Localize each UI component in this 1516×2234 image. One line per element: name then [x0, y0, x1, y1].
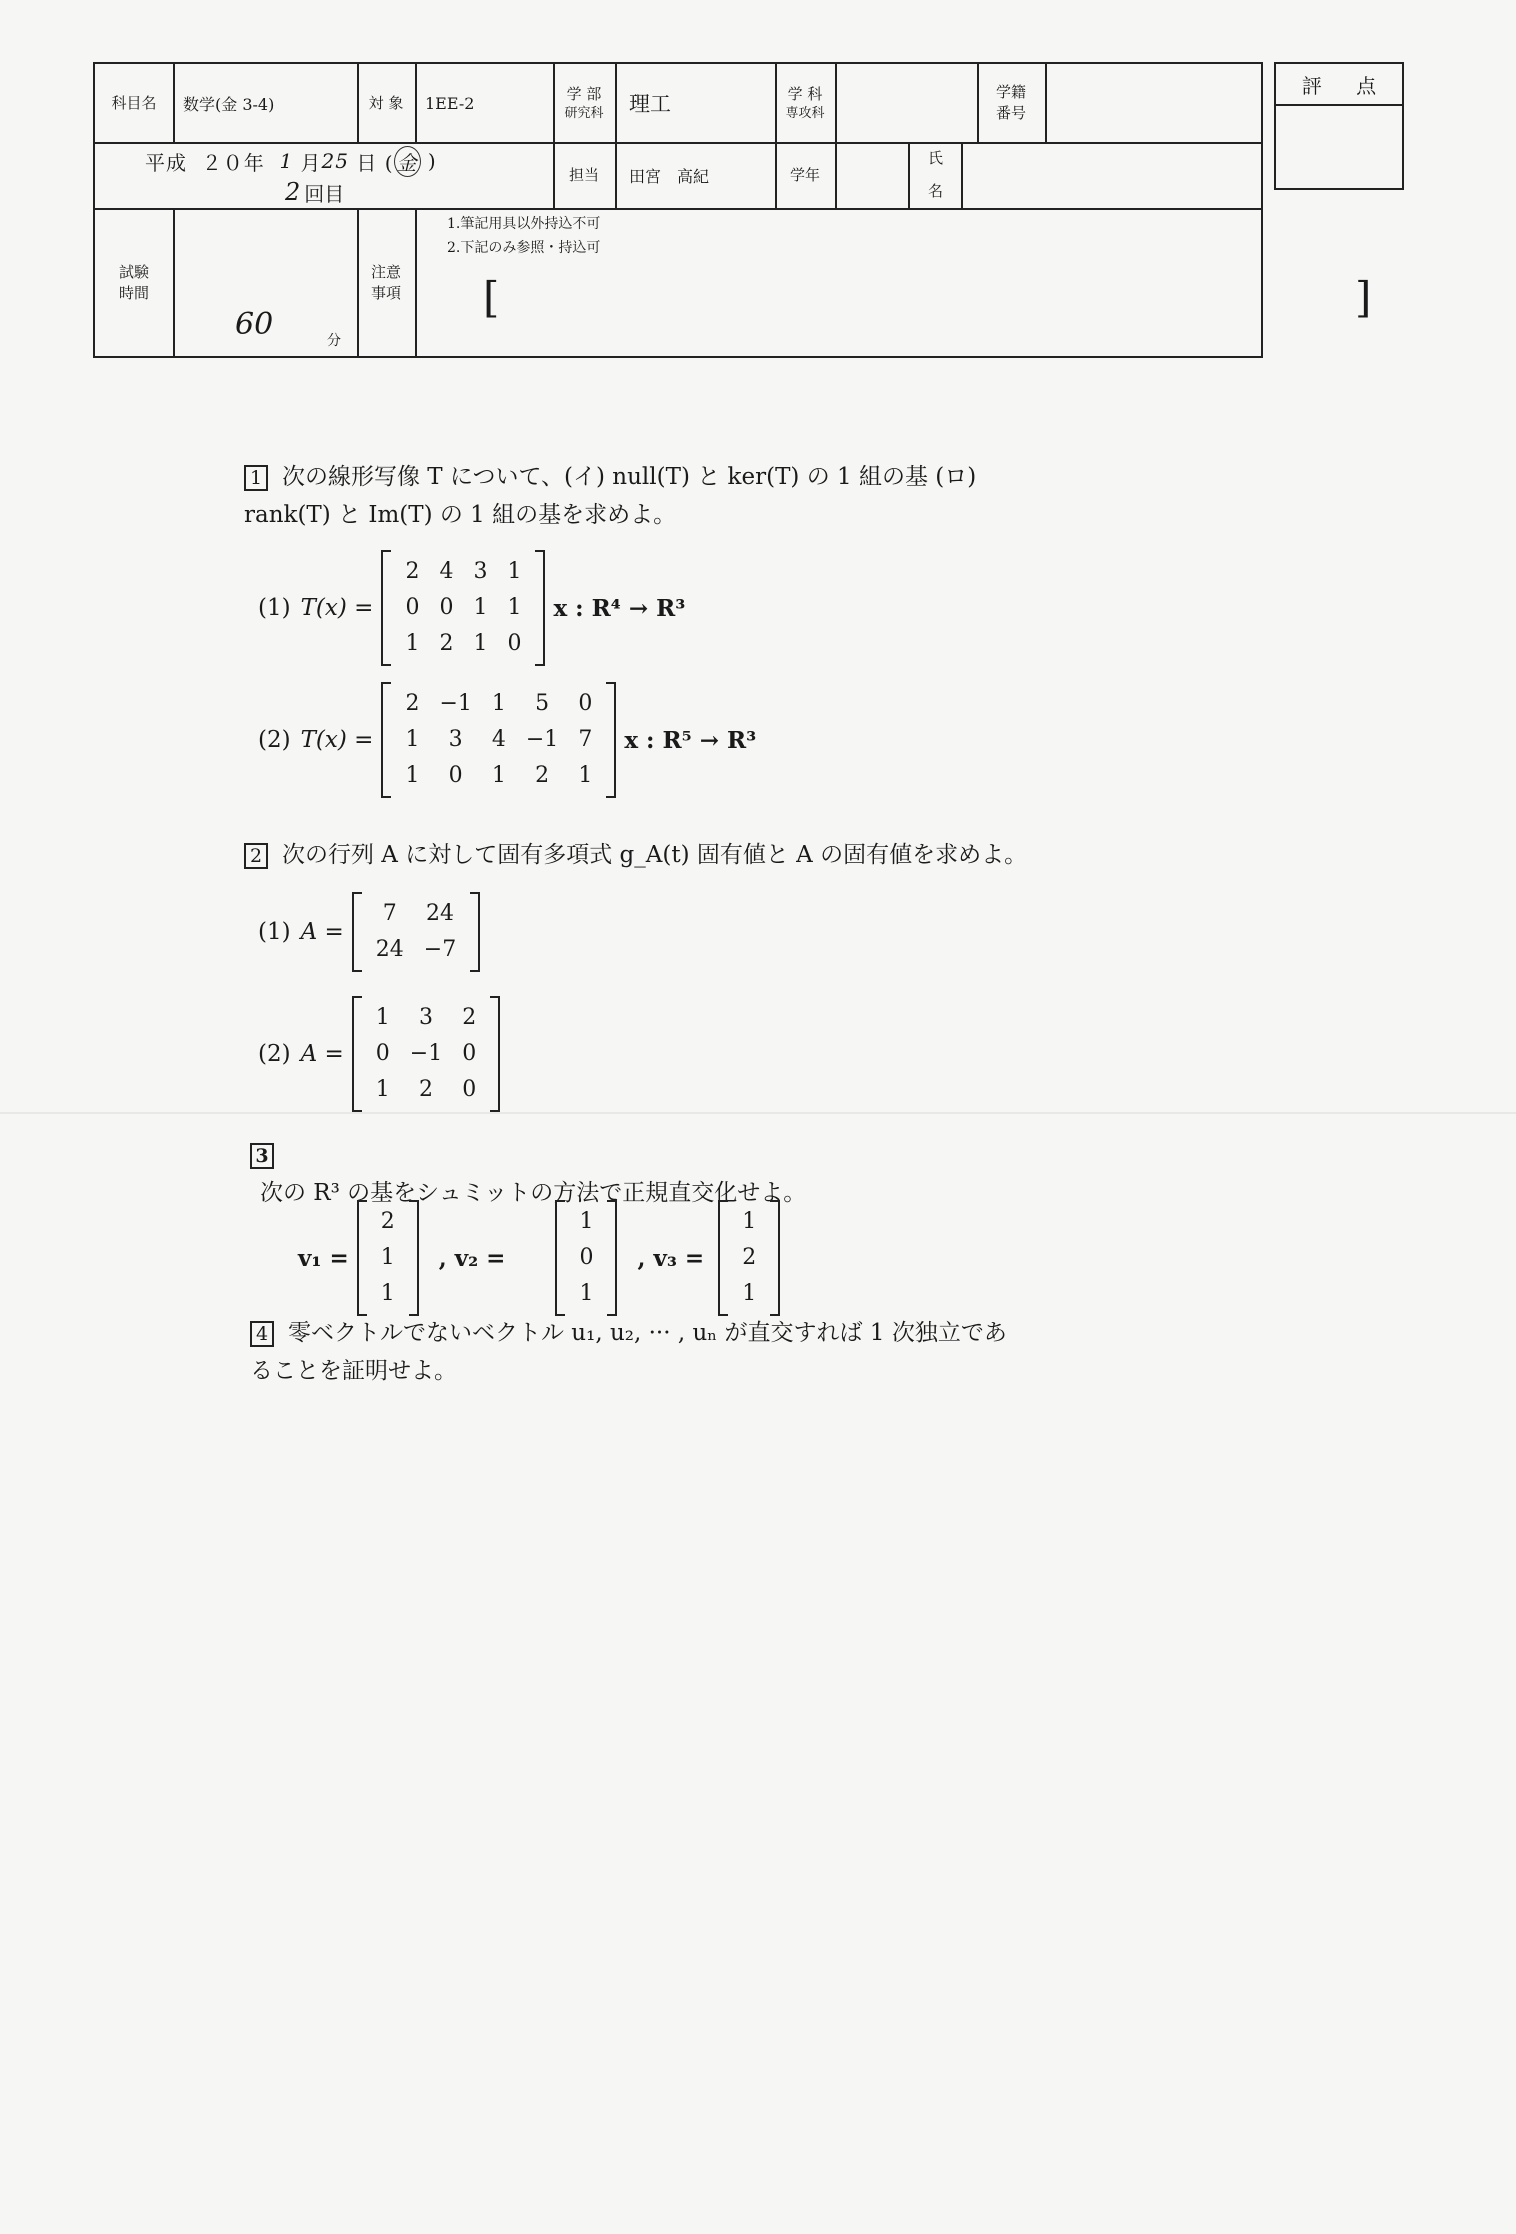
matrix-cell: −7 [423, 937, 457, 962]
faculty-label [553, 64, 615, 142]
matrix-cell: 1 [507, 595, 522, 620]
matrix-cell: 1 [742, 1281, 757, 1306]
q4-text-line1: 零ベクトルでないベクトル u₁, u₂, ··· , uₙ が直交すれば 1 次独立であ [288, 1320, 1007, 1346]
matrix-cell: 0 [579, 1245, 594, 1270]
matrix-cell: 3 [448, 727, 463, 752]
grade-field[interactable] [837, 142, 907, 208]
matrix-cell: 0 [439, 595, 454, 620]
matrix-cell: 7 [578, 727, 593, 752]
matrix-cell: 5 [535, 691, 550, 716]
matrix-cell: −1 [525, 727, 559, 752]
q3-v2-lhs: , v₂ = [438, 1244, 506, 1272]
q1-p2-map: x : R⁵ → R³ [624, 726, 757, 754]
q2-p2-label: (2) [258, 1041, 291, 1067]
q4-number: 4 [250, 1321, 274, 1347]
q3-v3-matrix [718, 1200, 780, 1316]
date-month-hand: 1 [279, 149, 294, 173]
question-2 [244, 836, 1144, 874]
student-no-label-line2: 番号 [995, 104, 1026, 122]
matrix-cell: 4 [491, 727, 506, 752]
q2-p1-label: (1) [258, 919, 291, 945]
col-divider [173, 208, 175, 358]
date-day-hand: 25 [321, 149, 349, 173]
dept-label [775, 64, 835, 142]
matrix-cell: 7 [382, 901, 397, 926]
dept-label-line1: 学 科 [787, 84, 823, 103]
matrix-cell: 0 [462, 1077, 477, 1102]
date-close: ) [427, 149, 437, 173]
time-unit: 分 [327, 333, 341, 349]
q1-p1-matrix [381, 550, 545, 666]
q1-p2-matrix [381, 682, 616, 798]
q1-p2-lhs: T(x) = [300, 727, 374, 753]
col-divider [615, 64, 617, 208]
q2-part1 [258, 892, 488, 972]
matrix-cell: 1 [473, 631, 488, 656]
matrix-cell: 0 [507, 631, 522, 656]
date-day: 日 ( [356, 150, 394, 175]
matrix-cell: −1 [409, 1041, 443, 1066]
matrix-cell: 0 [462, 1041, 477, 1066]
matrix-cell: 1 [578, 763, 593, 788]
matrix-cell: 1 [380, 1281, 395, 1306]
q3-vectors [298, 1200, 788, 1316]
session-label: 回目 [304, 181, 345, 206]
row-divider-2 [95, 208, 1261, 210]
q1-line1 [244, 458, 1144, 496]
matrix-cell: 2 [742, 1245, 757, 1270]
col-divider [173, 64, 175, 142]
note-2: 2.下記のみ参照・持込可 [447, 240, 601, 256]
matrix-cell: 3 [473, 559, 488, 584]
score-label: 評 点 [1276, 64, 1402, 106]
q4-text-line2: ることを証明せよ。 [250, 1358, 457, 1384]
col-divider [415, 64, 417, 142]
matrix-cell: 1 [380, 1245, 395, 1270]
paper-fold [0, 1112, 1516, 1114]
q1-p1-lhs: T(x) = [300, 595, 374, 621]
question-1 [244, 458, 1144, 534]
notes-label [357, 208, 415, 358]
notes-label-line2: 事項 [370, 284, 401, 302]
matrix-cell: 3 [419, 1005, 434, 1030]
name-label-line1: 氏 [927, 149, 943, 167]
matrix-cell: 1 [405, 727, 420, 752]
session [285, 176, 485, 208]
faculty-label-line2: 研究科 [564, 105, 604, 121]
matrix-cell: 1 [491, 691, 506, 716]
matrix-cell: 1 [405, 763, 420, 788]
matrix-cell: 2 [419, 1077, 434, 1102]
q2-p1-lhs: A = [300, 919, 344, 945]
matrix-cell: 24 [426, 901, 455, 926]
matrix-cell: 1 [375, 1077, 390, 1102]
faculty-label-line1: 学 部 [566, 84, 602, 103]
date-era: 平成 [145, 150, 187, 175]
question-4 [250, 1314, 1150, 1390]
name-label [910, 142, 961, 208]
subject-value: 数学(金 3-4) [183, 94, 275, 114]
matrix-cell: 1 [742, 1209, 757, 1234]
time-label-line2: 時間 [118, 284, 149, 302]
q2-number: 2 [244, 843, 268, 869]
matrix-cell: 2 [405, 559, 420, 584]
grade-label: 学年 [789, 165, 820, 184]
matrix-cell: 1 [491, 763, 506, 788]
q2-text: 次の行列 A に対して固有多項式 g_A(t) 固有値と A の固有値を求めよ。 [282, 842, 1028, 868]
matrix-cell: 1 [579, 1209, 594, 1234]
dept-value[interactable] [837, 64, 977, 142]
matrix-cell: 4 [439, 559, 454, 584]
matrix-cell: 0 [375, 1041, 390, 1066]
name-field[interactable] [963, 142, 1261, 208]
q3-v1-lhs: v₁ = [298, 1244, 349, 1272]
q1-number: 1 [244, 465, 268, 491]
matrix-cell: 1 [579, 1281, 594, 1306]
faculty-value: 理工 [629, 92, 671, 116]
matrix-cell: 1 [473, 595, 488, 620]
name-label-line2: 名 [927, 182, 943, 200]
teacher-label: 担当 [568, 165, 599, 184]
matrix-cell: 0 [405, 595, 420, 620]
q3-number: 3 [250, 1143, 274, 1169]
time-label-line1: 試験 [118, 263, 149, 281]
bracket-open: [ [483, 272, 500, 322]
q2-p1-matrix [352, 892, 480, 972]
q1-p1-label: (1) [258, 595, 291, 621]
date-month: 月 [300, 150, 322, 175]
target-value: 1EE-2 [425, 93, 475, 113]
matrix-cell: 2 [535, 763, 550, 788]
matrix-cell: 2 [462, 1005, 477, 1030]
q2-part2 [258, 996, 508, 1112]
bracket-close: ] [1355, 272, 1372, 322]
teacher-value: 田宮 高紀 [629, 166, 710, 186]
matrix-cell: 0 [578, 691, 593, 716]
target-label: 対 象 [368, 93, 404, 112]
matrix-cell: −1 [439, 691, 472, 716]
q2-p2-matrix [352, 996, 500, 1112]
session-hand: 2 [285, 178, 301, 206]
matrix-cell: 2 [380, 1209, 395, 1234]
time-label [95, 208, 173, 358]
q3-v1-matrix [357, 1200, 419, 1316]
dept-label-line2: 専攻科 [785, 105, 825, 121]
matrix-cell: 24 [375, 937, 404, 962]
student-no-field[interactable] [1047, 64, 1261, 142]
q3-v2-matrix [555, 1200, 617, 1316]
matrix-cell: 1 [405, 631, 420, 656]
date-weekday-hand: 金 [394, 146, 421, 177]
student-no-label-line1: 学籍 [995, 83, 1026, 101]
time-hand: 60 [235, 306, 274, 342]
q3-v3-lhs: , v₃ = [637, 1244, 705, 1272]
student-no-label [977, 64, 1045, 142]
note-1: 1.筆記用具以外持込不可 [447, 216, 601, 232]
exam-date [145, 142, 545, 180]
q1-part1 [258, 550, 685, 666]
matrix-cell: 1 [507, 559, 522, 584]
subject-label: 科目名 [111, 93, 157, 112]
q2-p2-lhs: A = [300, 1041, 344, 1067]
matrix-cell: 0 [448, 763, 463, 788]
q1-p2-label: (2) [258, 727, 291, 753]
q1-p1-map: x : R⁴ → R³ [553, 594, 686, 622]
notes-label-line1: 注意 [370, 263, 401, 281]
matrix-cell: 1 [375, 1005, 390, 1030]
score-box [1274, 62, 1404, 190]
q1-part2 [258, 682, 756, 798]
q1-text-line1: 次の線形写像 T について、(イ) null(T) と ker(T) の 1 組の基 (ロ) [282, 464, 977, 490]
matrix-cell: 2 [439, 631, 454, 656]
q3-text: 次の R³ の基をシュミットの方法で正規直交化せよ。 [260, 1180, 807, 1206]
col-divider [415, 208, 417, 358]
date-year: ２０年 [201, 150, 265, 175]
matrix-cell: 2 [405, 691, 420, 716]
q1-text-line2: rank(T) と Im(T) の 1 組の基を求めよ。 [244, 502, 677, 528]
